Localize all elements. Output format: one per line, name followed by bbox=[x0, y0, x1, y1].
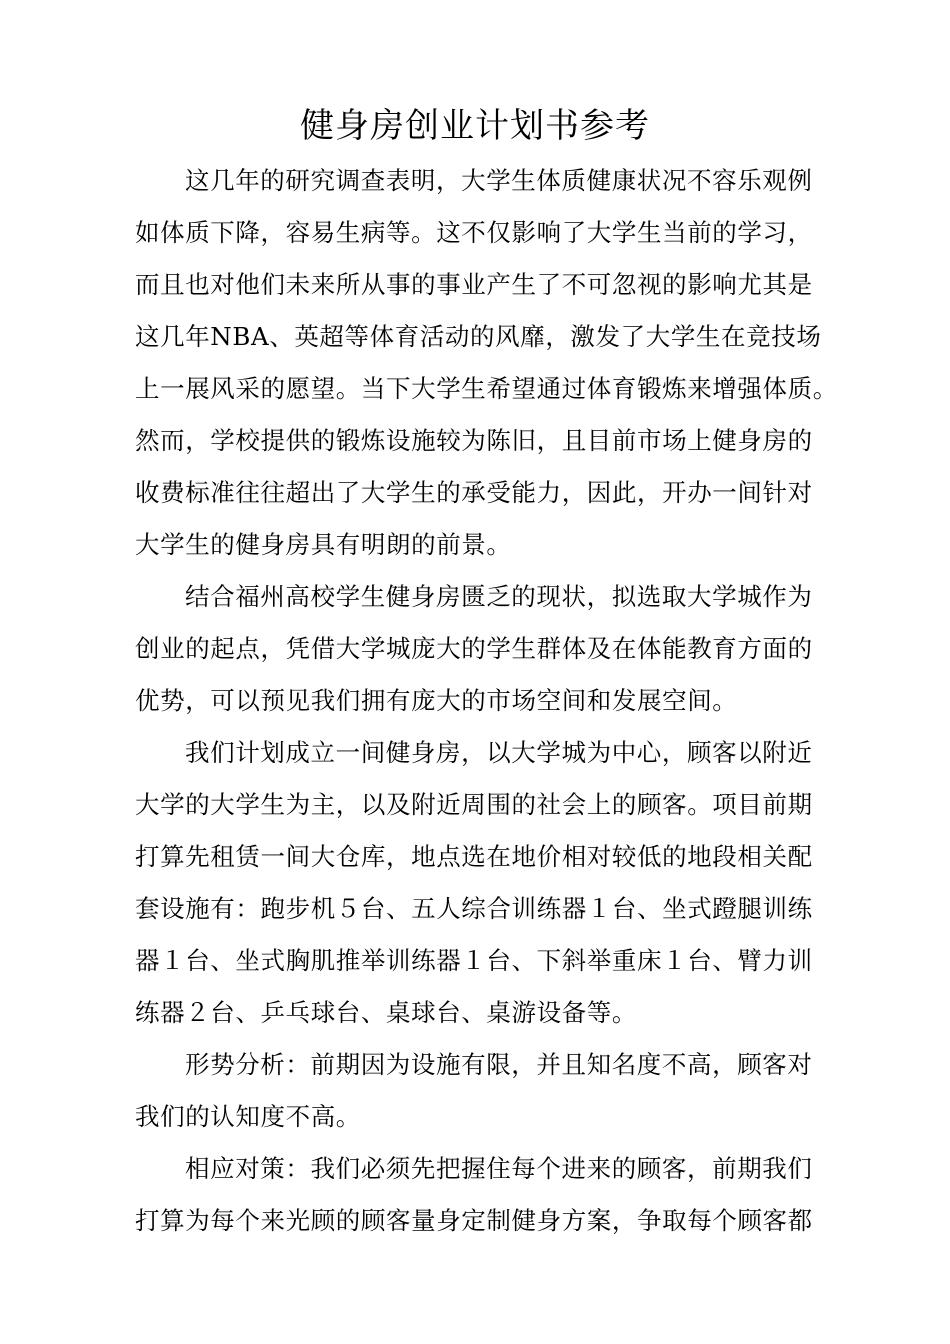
paragraph-1-line-3: 而且也对他们未来所从事的事业产生了不可忽视的影响尤其是 bbox=[135, 270, 813, 299]
paragraph-2-line-1: 结合福州高校学生健身房匮乏的现状，拟选取大学城作为 bbox=[185, 582, 813, 611]
paragraph-3-line-4: 套设施有：跑步机５台、五人综合训练器１台、坐式蹬腿训练 bbox=[135, 894, 813, 923]
paragraph-1-line-2: 如体质下降，容易生病等。这不仅影响了大学生当前的学习， bbox=[135, 218, 813, 247]
paragraph-5-line-1: 相应对策：我们必须先把握住每个进来的顾客，前期我们 bbox=[185, 1154, 813, 1183]
paragraph-3-line-5: 器１台、坐式胸肌推举训练器１台、下斜举重床１台、臂力训 bbox=[135, 946, 813, 975]
paragraph-1-line-6: 然而，学校提供的锻炼设施较为陈旧，且目前市场上健身房的 bbox=[135, 426, 813, 455]
document-title: 健身房创业计划书参考 bbox=[300, 106, 650, 146]
paragraph-1-line-8: 大学生的健身房具有明朗的前景。 bbox=[135, 530, 512, 559]
paragraph-1-line-7: 收费标准往往超出了大学生的承受能力，因此，开办一间针对 bbox=[135, 478, 813, 507]
paragraph-2-line-2: 创业的起点，凭借大学城庞大的学生群体及在体能教育方面的 bbox=[135, 634, 813, 663]
paragraph-3-line-2: 大学的大学生为主，以及附近周围的社会上的顾客。项目前期 bbox=[135, 790, 813, 819]
paragraph-4-line-2: 我们的认知度不高。 bbox=[135, 1102, 361, 1131]
paragraph-1-line-5: 上一展风采的愿望。当下大学生希望通过体育锻炼来增强体质。 bbox=[135, 374, 838, 403]
paragraph-3-line-1: 我们计划成立一间健身房，以大学城为中心，顾客以附近 bbox=[185, 738, 813, 767]
paragraph-2-line-3: 优势，可以预见我们拥有庞大的市场空间和发展空间。 bbox=[135, 686, 738, 715]
paragraph-4-line-1: 形势分析：前期因为设施有限，并且知名度不高，顾客对 bbox=[185, 1050, 813, 1079]
paragraph-3-line-3: 打算先租赁一间大仓库，地点选在地价相对较低的地段相关配 bbox=[135, 842, 813, 871]
paragraph-1-line-1: 这几年的研究调查表明，大学生体质健康状况不容乐观例 bbox=[185, 166, 813, 195]
paragraph-5-line-2: 打算为每个来光顾的顾客量身定制健身方案，争取每个顾客都 bbox=[135, 1206, 813, 1235]
paragraph-3-line-6: 练器２台、乒乓球台、桌球台、桌游设备等。 bbox=[135, 998, 637, 1027]
paragraph-1-line-4: 这几年NBA、英超等体育活动的风靡，激发了大学生在竞技场 bbox=[135, 322, 822, 351]
